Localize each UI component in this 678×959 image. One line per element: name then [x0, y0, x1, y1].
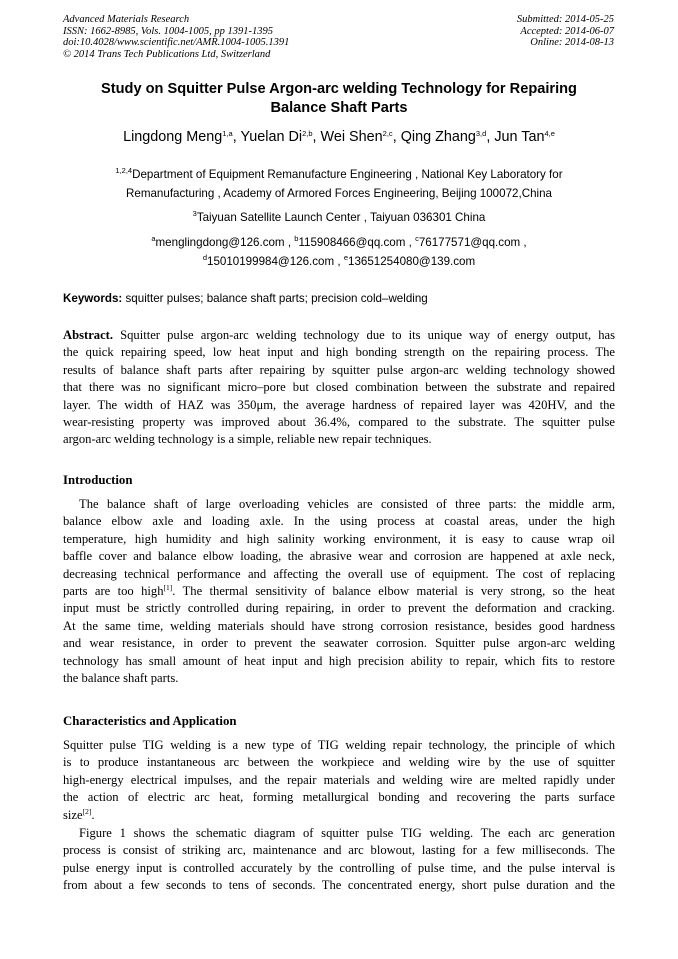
body-line: high-energy electrical impulses, and the repair materials and welding wire are melted rapidly under	[63, 772, 615, 787]
accepted-date: Accepted: 2014-06-07	[520, 25, 614, 37]
abstract-line	[63, 327, 615, 344]
author-affil-sup: 1,a	[222, 129, 233, 138]
body-line: Squitter pulse TIG welding is a new type of TIG welding repair technology, the principle of which	[63, 738, 615, 752]
author-affil-sup: 3,d	[475, 129, 487, 138]
author-emails	[30, 233, 648, 271]
characteristics-paragraph-1	[63, 737, 615, 824]
keywords	[63, 291, 615, 306]
citation-ref[interactable]: [2]	[82, 806, 92, 816]
body-line: temperature, high humidity and high salinity working environment, it is easy to cause wrap oil	[63, 531, 615, 546]
body-line: and wear resistance, in order to prevent the seawater corrosion. Squitter pulse argon-arc welding	[63, 636, 615, 651]
author-separator: ,	[392, 129, 401, 145]
affiliation-2	[30, 208, 648, 227]
body-line: technology has small amount of heat input and high precision ability to repair, which fits to restore	[63, 653, 615, 668]
keywords-label: Keywords:	[63, 292, 123, 305]
email-sup: a	[151, 234, 156, 243]
body-line: is to produce instantaneous arc between the workpiece and welding wire by the use of squitter	[63, 755, 615, 770]
body-line: At the same time, welding materials should have strong corrosion resistance, besides good hardness	[63, 618, 615, 633]
email-link[interactable]: 115908466@qq.com ,	[298, 236, 416, 249]
body-text: parts are too high	[63, 583, 164, 598]
email-sup: b	[294, 234, 299, 243]
email-sup: e	[343, 253, 348, 262]
paper-title	[40, 80, 638, 118]
abstract-line: layer. The width of HAZ was 350μm, the average hardness of repaired layer was 420HV, and the	[63, 397, 615, 412]
abstract	[63, 327, 615, 449]
body-line: the balance shaft parts.	[63, 670, 179, 685]
author-name: Yuelan Di	[240, 129, 303, 145]
email-sup: d	[202, 253, 207, 262]
affiliation-1	[30, 165, 648, 203]
body-line	[63, 583, 615, 600]
affiliation-sup: 3	[192, 209, 197, 218]
abstract-text: Squitter pulse argon-arc welding technology due to its unique way of energy output, has	[113, 328, 615, 342]
email-line-1	[30, 233, 648, 252]
title-line-1: Study on Squitter Pulse Argon-arc welding Technology for Repairing	[101, 81, 577, 97]
body-line	[63, 807, 615, 824]
section-heading-characteristics: Characteristics and Application	[63, 714, 237, 728]
author-affil-sup: 2,c	[382, 129, 393, 138]
author-separator: ,	[486, 129, 495, 145]
author-name: Lingdong Meng	[123, 129, 223, 145]
body-line: The balance shaft of large overloading vehicles are consisted of three parts: the middle arm,	[79, 497, 615, 511]
email-sup: c	[415, 234, 419, 243]
email-link[interactable]: 15010199984@126.com ,	[207, 255, 344, 268]
body-text: size	[63, 807, 83, 822]
author-separator: ,	[232, 129, 241, 145]
section-heading-introduction: Introduction	[63, 473, 133, 487]
introduction-paragraph	[63, 496, 615, 687]
copyright-line: © 2014 Trans Tech Publications Ltd, Switzerland	[63, 48, 271, 60]
abstract-line: that there was no significant micro–pore but closed combination between the substrate and repaired	[63, 380, 615, 395]
affiliation-text: Taiyuan Satellite Launch Center , Taiyuan 036301 China	[196, 211, 486, 224]
characteristics-paragraph-2	[63, 825, 615, 895]
affiliation-1-line-2: Remanufacturing , Academy of Armored Forces Engineering, Beijing 100072,China	[126, 187, 552, 200]
author-affil-sup: 2,b	[302, 129, 313, 138]
body-line: from about a few seconds to tens of seconds. The concentrated energy, short pulse duration and the	[63, 878, 615, 893]
abstract-line: results of balance shaft parts after repairing by squitter pulse argon-arc welding technology showed	[63, 362, 615, 377]
body-line: decreasing technical performance and affecting the overall use of equipment. The cost of replacing	[63, 566, 615, 581]
author-affil-sup: 4,e	[544, 129, 555, 138]
issn-line: ISSN: 1662-8985, Vols. 1004-1005, pp 1391-1395	[63, 25, 273, 37]
journal-header-left	[63, 14, 289, 60]
email-link[interactable]: 76177571@qq.com ,	[418, 236, 527, 249]
body-line: balance elbow axle and loading axle. In the using process at coastal areas, under the high	[63, 514, 615, 529]
body-line: process is consist of striking arc, maintenance and arc blowout, lasting for a few milliseconds. The	[63, 843, 615, 858]
body-text: .	[91, 807, 95, 822]
body-text: . The thermal sensitivity of balance elbow material is very strong, so the heat	[172, 583, 616, 598]
author-separator: ,	[312, 129, 321, 145]
body-line: baffle cover and balance elbow loading, the abrasive wear and corrosion are happened at axle neck,	[63, 549, 615, 564]
author-name: Qing Zhang	[400, 129, 476, 145]
abstract-line: the quick repairing speed, low heat input and high bonding strength on the repairing process. The	[63, 345, 615, 360]
affiliation-1-line-1	[30, 165, 648, 184]
journal-header-right	[517, 14, 614, 49]
abstract-label: Abstract.	[63, 328, 114, 342]
email-link[interactable]: 13651254080@139.com	[348, 255, 476, 268]
author-name: Jun Tan	[494, 129, 545, 145]
email-link[interactable]: menglingdong@126.com ,	[155, 236, 295, 249]
abstract-line: argon-arc welding technology is a simple, reliable new repair techniques.	[63, 432, 432, 447]
doi-line: doi:10.4028/www.scientific.net/AMR.1004-1005.1391	[63, 37, 290, 49]
online-date: Online: 2014-08-13	[530, 37, 614, 49]
author-list	[20, 128, 658, 146]
keywords-text: squitter pulses; balance shaft parts; precision cold–welding	[122, 292, 428, 305]
body-line: pulse energy input is controlled accurately by the controlling of pulse time, and the pulse interval is	[63, 860, 615, 875]
title-line-2: Balance Shaft Parts	[270, 100, 408, 116]
body-line: Figure 1 shows the schematic diagram of squitter pulse TIG welding. The each arc generation	[79, 826, 615, 840]
affiliation-text: Department of Equipment Remanufacture Engineering , National Key Laboratory for	[132, 168, 563, 181]
body-line: input must be strictly controlled during repairing, in order to prevent the deformation and cracking.	[63, 601, 615, 616]
citation-ref[interactable]: [1]	[163, 582, 173, 592]
email-line-2	[30, 252, 648, 271]
affiliation-sup: 1,2,4	[115, 166, 133, 175]
body-line: the action of electric arc heat, forming metallurgical bonding and recovering the parts surface	[63, 790, 615, 805]
author-name: Wei Shen	[320, 129, 383, 145]
journal-name: Advanced Materials Research	[63, 14, 190, 25]
abstract-line: wear-resisting property was improved about 36.4%, compared to the substrate. The squitter pulse	[63, 414, 615, 429]
submitted-date: Submitted: 2014-05-25	[516, 14, 614, 25]
